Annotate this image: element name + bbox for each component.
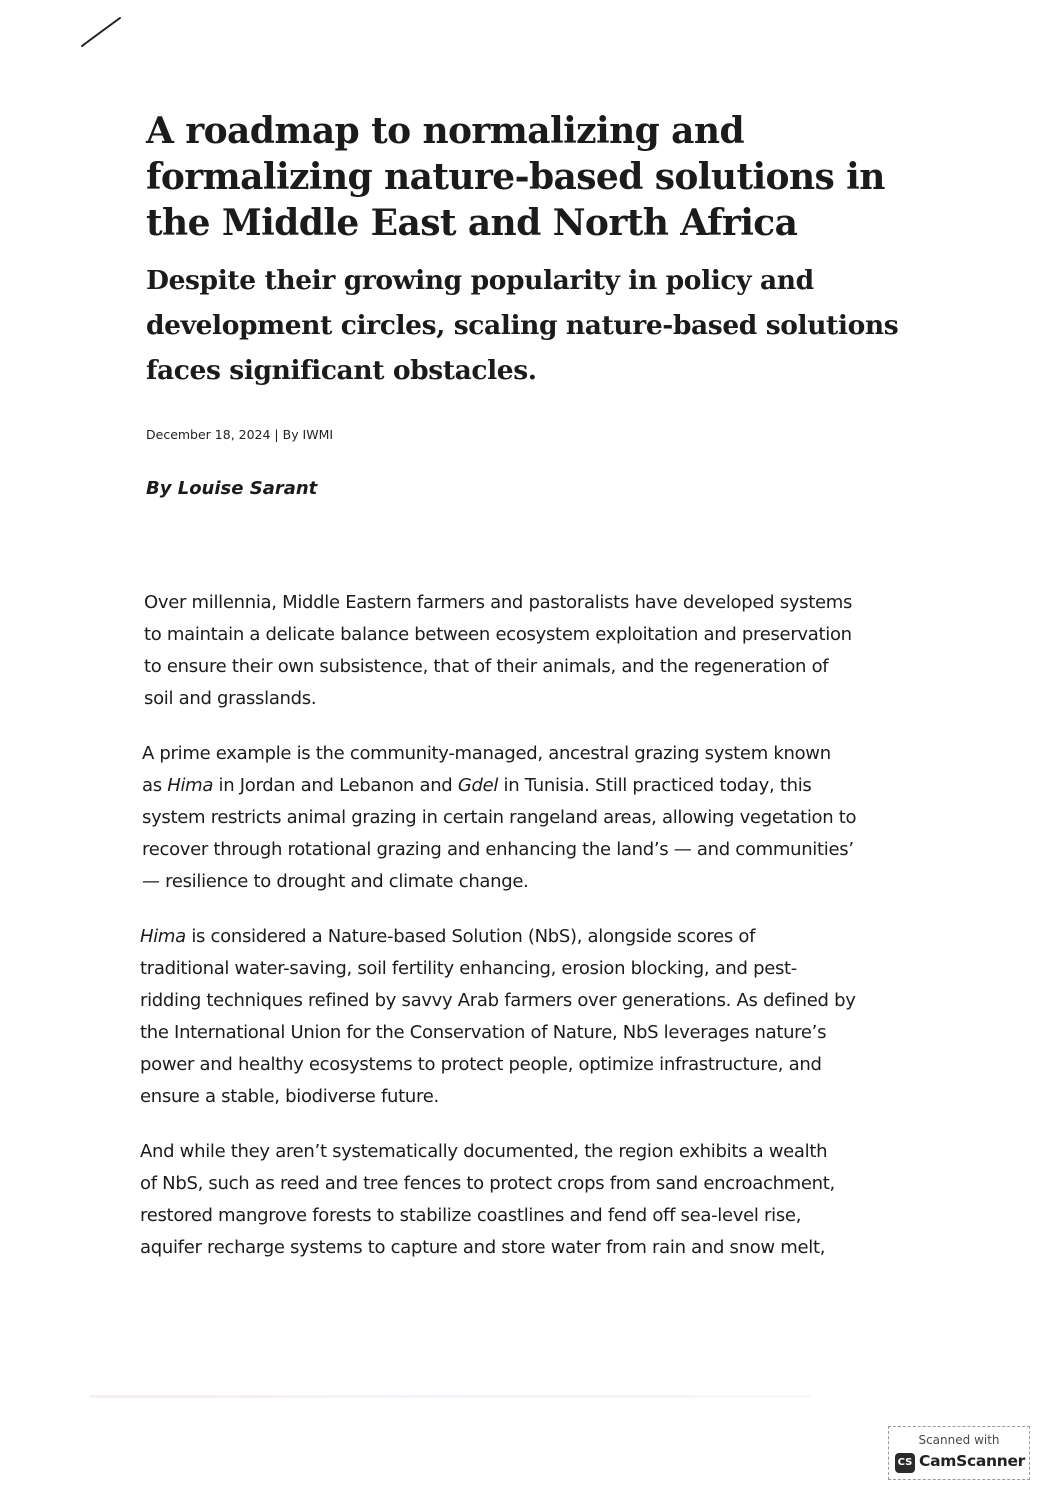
article-title bbox=[146, 108, 915, 246]
paragraph-line: system restricts animal grazing in certain rangeland areas, allowing vegetation to bbox=[142, 807, 857, 828]
paragraph-line: ensure a stable, biodiverse future. bbox=[140, 1086, 439, 1107]
title-line: formalizing nature-based solutions in bbox=[146, 156, 885, 198]
watermark-top-text: Scanned with bbox=[918, 1433, 1000, 1447]
article bbox=[140, 108, 915, 1287]
subtitle-line: faces significant obstacles. bbox=[146, 355, 537, 386]
paragraph-line: the International Union for the Conservation of Nature, NbS leverages nature’s bbox=[140, 1022, 827, 1043]
faint-bleed-through-line bbox=[90, 1395, 810, 1398]
article-date-source: December 18, 2024 | By IWMI bbox=[146, 427, 334, 442]
paragraph-line: soil and grasslands. bbox=[144, 688, 317, 709]
paragraph-line: to ensure their own subsistence, that of their animals, and the regeneration of bbox=[144, 656, 829, 677]
paragraph-line: ridding techniques refined by savvy Arab farmers over generations. As defined by bbox=[140, 990, 856, 1011]
paragraph-line: power and healthy ecosystems to protect people, optimize infrastructure, and bbox=[140, 1054, 822, 1075]
paragraph bbox=[140, 1136, 915, 1264]
paragraph-line: A prime example is the community-managed, ancestral grazing system known bbox=[142, 743, 831, 764]
paragraph bbox=[140, 921, 915, 1113]
italic-term: Gdel bbox=[457, 775, 499, 796]
paragraph-line: restored mangrove forests to stabilize coastlines and fend off sea-level rise, bbox=[140, 1205, 802, 1226]
paragraph bbox=[144, 587, 915, 715]
paragraph-line: Hima is considered a Nature-based Solution (NbS), alongside scores of bbox=[140, 926, 756, 947]
paragraph-line: Over millennia, Middle Eastern farmers and pastoralists have developed systems bbox=[144, 592, 853, 613]
paragraph-line: of NbS, such as reed and tree fences to protect crops from sand encroachment, bbox=[140, 1173, 835, 1194]
paragraph-line: And while they aren’t systematically documented, the region exhibits a wealth bbox=[140, 1141, 828, 1162]
paragraph-line: traditional water-saving, soil fertility enhancing, erosion blocking, and pest- bbox=[140, 958, 798, 979]
pen-stroke-mark bbox=[78, 14, 126, 50]
italic-term: Hima bbox=[140, 926, 186, 947]
paragraph-line: recover through rotational grazing and enhancing the land’s — and communities’ bbox=[142, 839, 854, 860]
title-line: A roadmap to normalizing and bbox=[146, 110, 745, 152]
italic-term: Hima bbox=[167, 775, 214, 796]
camscanner-logo-icon: CS bbox=[895, 1453, 915, 1473]
author-byline: By Louise Sarant bbox=[146, 478, 318, 499]
title-line: the Middle East and North Africa bbox=[146, 202, 798, 244]
camscanner-watermark bbox=[888, 1426, 1030, 1480]
paragraph-line: — resilience to drought and climate change. bbox=[142, 871, 529, 892]
subtitle-line: Despite their growing popularity in policy and bbox=[146, 265, 814, 296]
paragraph bbox=[142, 738, 915, 898]
watermark-brand-text: CamScanner bbox=[919, 1452, 1026, 1470]
article-subtitle bbox=[146, 258, 915, 393]
paragraph-line: aquifer recharge systems to capture and store water from rain and snow melt, bbox=[140, 1237, 826, 1258]
paragraph-line: as Hima in Jordan and Lebanon and Gdel in Tunisia. Still practiced today, this bbox=[142, 775, 812, 796]
subtitle-line: development circles, scaling nature-based solutions bbox=[146, 310, 899, 341]
paragraph-line: to maintain a delicate balance between ecosystem exploitation and preservation bbox=[144, 624, 852, 645]
